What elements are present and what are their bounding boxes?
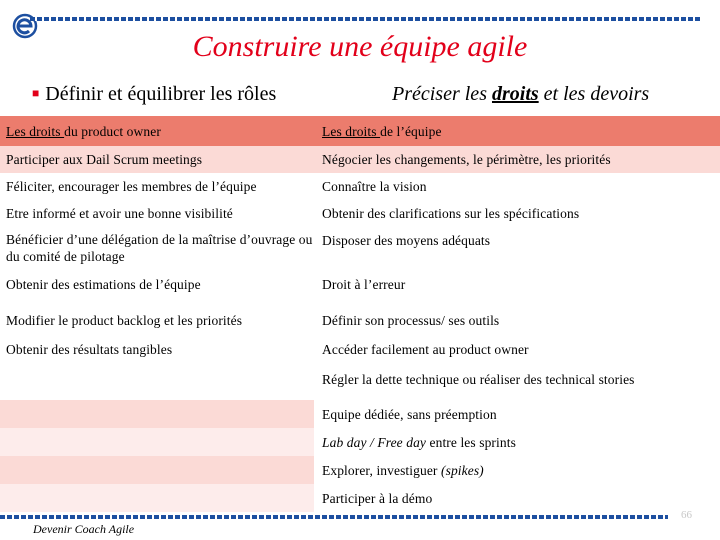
subtitle-right-prefix: Préciser les — [392, 83, 492, 105]
bottom-rule — [0, 515, 668, 519]
table-row — [0, 173, 720, 200]
left-cell: Féliciter, encourager les membres de l’équipe — [0, 173, 314, 200]
right-cell-italic: Lab day / Free day — [322, 434, 427, 450]
right-cell: Connaître la vision — [314, 173, 720, 200]
left-cell — [0, 456, 314, 484]
left-cell: Participer aux Dail Scrum meetings — [0, 146, 314, 173]
right-cell: Obtenir des clarifications sur les spécifications — [314, 200, 720, 227]
left-cell — [0, 400, 314, 428]
left-cell: Bénéficier d’une délégation de la maîtrise d’ouvrage ou du comité de pilotage — [0, 227, 314, 269]
table-row — [0, 269, 720, 299]
right-cell: Droit à l’erreur — [314, 269, 720, 299]
left-cell: Obtenir des résultats tangibles — [0, 341, 314, 358]
table-row — [0, 227, 720, 269]
subtitle-left-text: Définir et équilibrer les rôles — [45, 83, 277, 105]
table-row — [0, 428, 720, 456]
table-row — [0, 456, 720, 484]
subtitle-left — [32, 83, 276, 106]
right-cell-text: entre les sprints — [426, 434, 516, 450]
slide-title: Construire une équipe agile — [192, 30, 528, 63]
left-cell — [0, 358, 314, 400]
right-cell-italic: (spikes) — [441, 462, 484, 478]
header-cell-product-owner — [0, 116, 314, 146]
table-row — [0, 146, 720, 173]
table-header-row — [0, 116, 720, 146]
table-row — [0, 299, 720, 341]
table-row — [0, 341, 720, 358]
right-cell: Définir son processus/ ses outils — [314, 299, 720, 341]
header-right-underlined: Les droits — [322, 123, 381, 139]
table-row — [0, 400, 720, 428]
right-cell: Accéder facilement au product owner — [314, 341, 720, 358]
left-cell: Obtenir des estimations de l’équipe — [0, 269, 314, 299]
left-cell: Modifier le product backlog et les priorités — [0, 299, 314, 341]
right-cell-text: Explorer, investiguer — [322, 462, 441, 478]
rights-table — [0, 116, 720, 512]
page-number: 66 — [681, 509, 692, 521]
header-left-rest: du product owner — [64, 123, 161, 139]
table-row — [0, 200, 720, 227]
right-cell — [314, 456, 720, 484]
right-cell: Equipe dédiée, sans préemption — [314, 400, 720, 428]
table-row — [0, 484, 720, 512]
left-cell — [0, 428, 314, 456]
table-row — [0, 358, 720, 400]
right-cell: Régler la dette technique ou réaliser des technical stories — [314, 358, 720, 400]
header-right-rest: de l’équipe — [380, 123, 442, 139]
footer-text: Devenir Coach Agile — [33, 522, 135, 536]
header-cell-team — [314, 116, 720, 146]
header-left-underlined: Les droits — [6, 123, 65, 139]
left-cell — [0, 484, 314, 512]
square-bullet-icon: ■ — [32, 86, 40, 100]
subtitle-right-emph: droits — [491, 83, 539, 105]
top-rule — [30, 17, 702, 21]
right-cell: Disposer des moyens adéquats — [314, 227, 720, 269]
left-cell: Etre informé et avoir une bonne visibilité — [0, 200, 314, 227]
subtitle-right-suffix: et les devoirs — [538, 83, 650, 105]
right-cell — [314, 428, 720, 456]
right-cell: Négocier les changements, le périmètre, les priorités — [314, 146, 720, 173]
right-cell: Participer à la démo — [314, 484, 720, 512]
subtitle-right — [392, 83, 649, 106]
